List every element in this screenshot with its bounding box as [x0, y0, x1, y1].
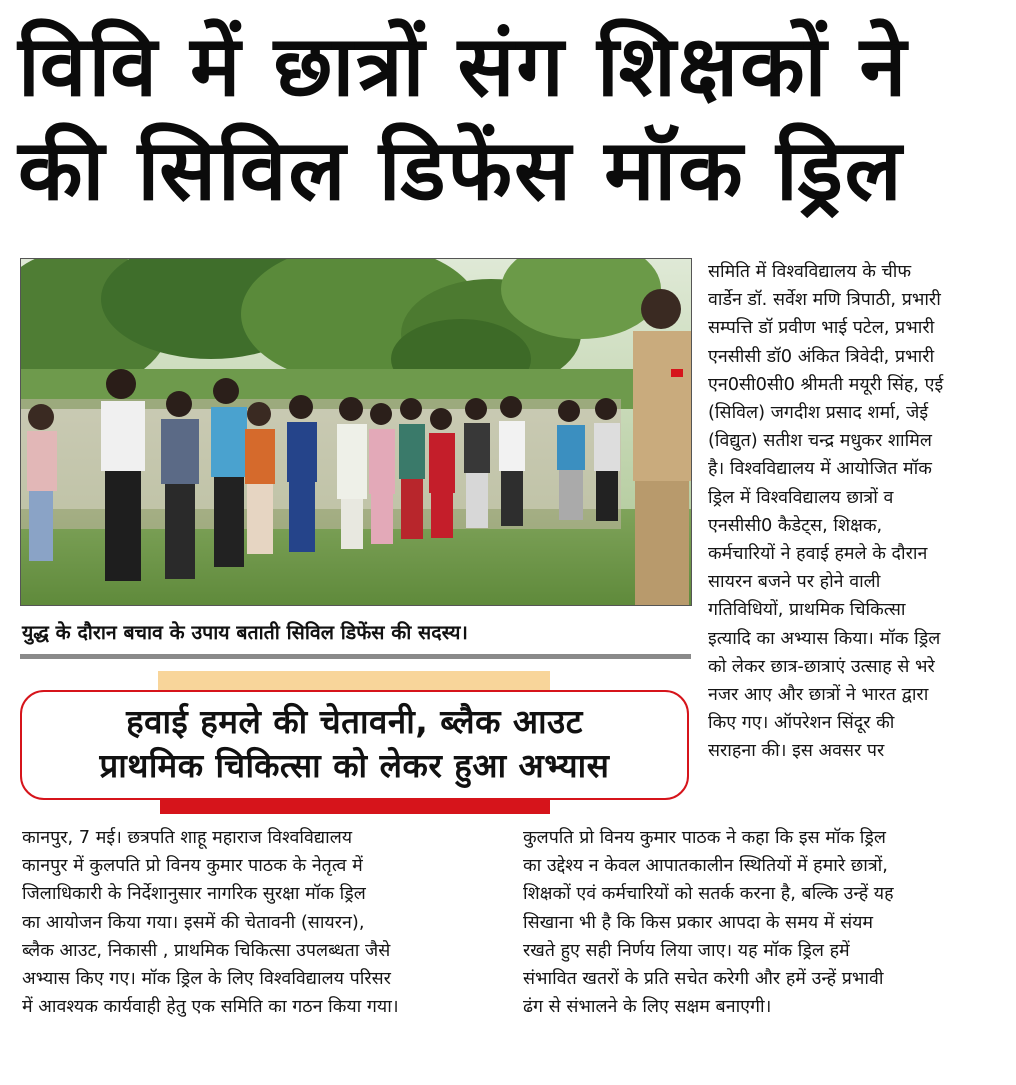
subheading-line-1: हवाई हमले की चेतावनी, ब्लैक आउट	[126, 702, 583, 741]
text-line: (सिविल) जगदीश प्रसाद शर्मा, जेई	[708, 402, 929, 424]
text-line: शिक्षकों एवं कर्मचारियों को सतर्क करना है, बल्कि उन्हें यह	[523, 883, 894, 905]
text-line: ड्रिल में विश्वविद्यालय छात्रों व	[708, 486, 894, 508]
headline	[18, 14, 998, 222]
text-line: अभ्यास किए गए। मॉक ड्रिल के लिए विश्वविद्यालय परिसर	[22, 968, 391, 990]
text-line: कानपुर, 7 मई। छत्रपति शाहू महाराज विश्वविद्यालय	[22, 827, 353, 848]
text-line: संभावित खतरों के प्रति सचेत करेगी और हमें उन्हें प्रभावी	[523, 968, 884, 990]
subheading	[20, 700, 689, 788]
text-line: ढंग से संभालने के लिए सक्षम बनाएगी।	[523, 996, 772, 1018]
text-line: इत्यादि का अभ्यास किया। मॉक ड्रिल	[708, 627, 941, 649]
text-line: सम्पत्ति डॉ प्रवीण भाई पटेल, प्रभारी	[708, 317, 935, 339]
text-line: में आवश्यक कार्यवाही हेतु एक समिति का गठन किया गया।	[22, 996, 399, 1018]
text-line: नजर आए और छात्रों ने भारत द्वारा	[708, 684, 929, 706]
text-line: समिति में विश्वविद्यालय के चीफ	[708, 261, 912, 282]
text-line: का आयोजन किया गया। इसमें की चेतावनी (सायरन),	[22, 911, 365, 933]
accent-bar	[160, 800, 550, 814]
text-line: एन0सी0सी0 श्रीमती मयूरी सिंह, एई	[708, 373, 944, 395]
news-photo	[20, 258, 692, 606]
text-line: किए गए। ऑपरेशन सिंदूर की	[708, 712, 895, 734]
article-bottom-left-column	[22, 824, 504, 1021]
photo-caption: युद्ध के दौरान बचाव के उपाय बताती सिविल डिफेंस की सदस्य।	[22, 621, 468, 644]
article-bottom-right-column	[523, 824, 1011, 1021]
text-line: गतिविधियों, प्राथमिक चिकित्सा	[708, 599, 906, 621]
divider-rule	[20, 654, 691, 659]
text-line: कर्मचारियों ने हवाई हमले के दौरान	[708, 543, 928, 565]
text-line: कानपुर में कुलपति प्रो विनय कुमार पाठक के नेतृत्व में	[22, 855, 363, 877]
text-line: एनसीसी डॉ0 अंकित त्रिवेदी, प्रभारी	[708, 345, 935, 367]
headline-line-1: विवि में छात्रों संग शिक्षकों ने	[18, 17, 909, 115]
text-line: को लेकर छात्र-छात्राएं उत्साह से भरे	[708, 655, 935, 677]
text-line: रखते हुए सही निर्णय लिया जाए। यह मॉक ड्रिल हमें	[523, 939, 850, 961]
text-line: है। विश्वविद्यालय में आयोजित मॉक	[708, 458, 932, 480]
text-line: सायरन बजने पर होने वाली	[708, 571, 881, 593]
subheading-line-2: प्राथमिक चिकित्सा को लेकर हुआ अभ्यास	[99, 746, 610, 785]
text-line: जिलाधिकारी के निर्देशानुसार नागरिक सुरक्षा मॉक ड्रिल	[22, 883, 366, 905]
text-line: ब्लैक आउट, निकासी , प्राथमिक चिकित्सा उपलब्धता जैसे	[22, 939, 391, 961]
text-line: सराहना की। इस अवसर पर	[708, 740, 885, 762]
text-line: का उद्देश्य न केवल आपातकालीन स्थितियों में हमारे छात्रों,	[523, 855, 888, 877]
text-line: वार्डेन डॉ. सर्वेश मणि त्रिपाठी, प्रभारी	[708, 289, 941, 311]
text-line: एनसीसी0 कैडेट्स, शिक्षक,	[708, 514, 883, 536]
text-line: कुलपति प्रो विनय कुमार पाठक ने कहा कि इस मॉक ड्रिल	[523, 827, 886, 848]
text-line: (विद्युत) सतीश चन्द्र मधुकर शामिल	[708, 430, 932, 452]
article-right-column	[708, 258, 1010, 766]
photo-illustration	[21, 259, 691, 605]
text-line: सिखाना भी है कि किस प्रकार आपदा के समय में संयम	[523, 911, 874, 933]
headline-line-2: की सिविल डिफेंस मॉक ड्रिल	[18, 121, 904, 219]
